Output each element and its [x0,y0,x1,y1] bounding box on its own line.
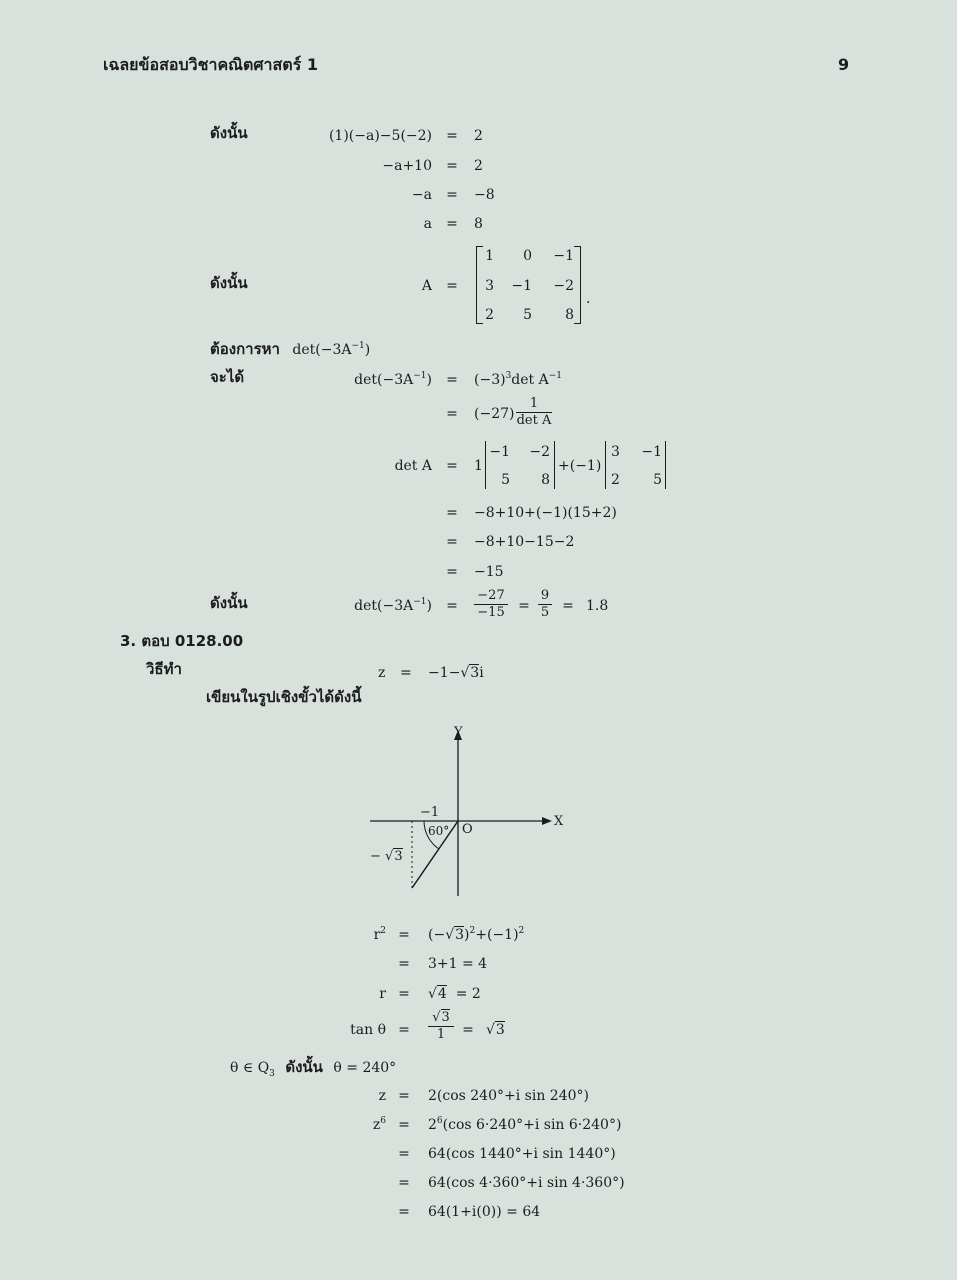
eq-a-row1-lhs: (1)(−a)−5(−2) [328,128,432,144]
eq-a-row4-eq: = [446,216,458,232]
z6-final: 64(1+i(0)) = 64 [428,1204,541,1220]
question-3-heading: 3. ตอบ 0128.00 [120,632,244,650]
eq-a-row2-eq: = [446,158,458,174]
eq-a-row4-lhs: a [423,216,432,232]
eq-sign: = [518,598,530,614]
eq-a-row3-rhs: −8 [474,187,495,203]
r-squared-step: 3+1 = 4 [428,956,488,972]
matrix-cell: −1 [553,248,574,264]
r-rhs: √4 = 2 [428,986,481,1002]
matrix-cell: 5 [523,307,532,323]
matrix-trailing-dot: . [586,291,591,307]
find-label: ต้องการหา [210,340,280,358]
eq-sign: = [398,956,410,972]
det-cell: 2 [611,472,620,488]
fraction-9-5: 9 5 [538,588,552,621]
therefore-label: ดังนั้น [210,594,248,612]
eq-sign: = [398,1146,410,1162]
det-cell: 5 [501,472,510,488]
find-line [210,340,370,359]
matrix-cell: −2 [553,278,574,294]
fraction-27-15: −27 −15 [474,588,508,621]
z6-step: 64(cos 4·360°+i sin 4·360°) [428,1175,625,1191]
eq-sign: = [446,505,458,521]
eq-sign: = [562,598,574,614]
matrix-cell: 2 [485,307,494,323]
det-inverse-rhs2-coef: (−27) [474,406,515,422]
eq-a-row2-rhs: 2 [474,158,483,174]
therefore-label: ดังนั้น [285,1058,323,1076]
det-bar-right [554,441,555,489]
det-cell: 5 [653,472,662,488]
fraction-one-over-det: 1 det A [516,396,552,428]
r-squared-rhs: $(-√3)^2+(-1)^2$ [428,926,525,943]
det-step: −8+10+(−1)(15+2) [474,505,617,521]
matrix-lhs: A [421,278,432,294]
tan-rhs: √3 [486,1022,505,1038]
det-bar-left [605,441,606,489]
eq-a-row4-rhs: 8 [474,216,483,232]
eq-sign: = [446,598,458,614]
matrix-cell: 3 [485,278,494,294]
det-cell: 8 [541,472,550,488]
therefore-label: ดังนั้น [210,274,248,292]
matrix-cell: −1 [511,278,532,294]
eq-sign: = [398,1175,410,1191]
r-squared-lhs: $r^2$ [373,926,386,943]
angle-label: 60° [428,824,450,838]
det-bar-left [485,441,486,489]
fraction-sqrt3-over-1: √3 1 [428,1010,454,1043]
therefore-label: ดังนั้น [210,124,248,142]
det-cell: −1 [641,444,662,460]
det-inverse-lhs: $\det(-3A^{-1})$ [354,371,432,388]
theta-line [230,1058,396,1077]
det-result-value: 1.8 [586,598,609,614]
page-header-title: เฉลยข้อสอบวิชาคณิตศาสตร์ 1 [103,55,318,74]
eq-a-row1-eq: = [446,128,458,144]
eq-a-row2-lhs: −a+10 [382,158,432,174]
x-axis-label: X [554,814,564,829]
det-step: −8+10−15−2 [474,534,575,550]
eq-a-row3-lhs: −a [411,187,432,203]
eq-sign: = [446,534,458,550]
cofactor-coef: 1 [474,458,483,474]
det-cell: −2 [529,444,550,460]
z-rhs: −1−√3i [428,665,484,681]
theta-value: θ = 240° [333,1060,397,1076]
det-step: −15 [474,564,504,580]
eq-sign: = [462,1022,474,1038]
polar-form-text: เขียนในรูปเชิงขั้วได้ดังนี้ [206,688,362,706]
matrix-right-bracket [574,246,581,324]
eq-sign: = [446,372,458,388]
neg-one-label: −1 [420,805,440,820]
find-expr: $\det(-3A^{-1})$ [292,341,371,358]
tan-lhs: tan θ [350,1022,386,1038]
eq-sign: = [398,1022,410,1038]
eq-sign: = [398,1204,410,1220]
neg-sqrt3-label: − √3 [370,849,403,864]
eq-sign: = [446,564,458,580]
z6-rhs: $2^6(\cos$ 6·240°+i sin 6·240°) [428,1116,622,1133]
z6-lhs: $z^6$ [372,1116,386,1133]
method-label: วิธีทำ [146,660,182,678]
det-result-lhs: $\det(-3A^{-1})$ [354,597,432,614]
matrix-cell: 1 [485,248,494,264]
det-cell: −1 [489,444,510,460]
z-polar-rhs: 2(cos 240°+i sin 240°) [428,1088,589,1104]
theta-quadrant: θ ∈ $Q_3$ [230,1060,275,1079]
y-axis-label: Y [454,725,463,740]
det-inverse-rhs1: $(-3)^3\det$ $A^{-1}$ [474,371,563,388]
origin-label: O [462,822,473,837]
eq-sign: = [446,458,458,474]
cofactor-mid: +(−1) [558,458,602,474]
eq-a-row3-eq: = [446,187,458,203]
eq-sign: = [398,1117,410,1133]
eq-sign: = [446,406,458,422]
det-a-lhs: det A [394,458,432,474]
z6-step: 64(cos 1440°+i sin 1440°) [428,1146,616,1162]
z-polar-lhs: z [378,1088,386,1104]
matrix-cell: 8 [565,307,574,323]
get-label: จะได้ [210,368,245,386]
det-cell: 3 [611,444,620,460]
eq-sign: = [400,665,412,681]
z-lhs: z [378,665,386,681]
eq-sign: = [398,927,410,943]
matrix-eq: = [446,278,458,294]
r-lhs: r [379,986,386,1002]
eq-sign: = [398,1088,410,1104]
eq-sign: = [398,986,410,1002]
matrix-cell: 0 [523,248,532,264]
page-number: 9 [838,55,850,74]
eq-a-row1-rhs: 2 [474,128,483,144]
det-bar-right [665,441,666,489]
